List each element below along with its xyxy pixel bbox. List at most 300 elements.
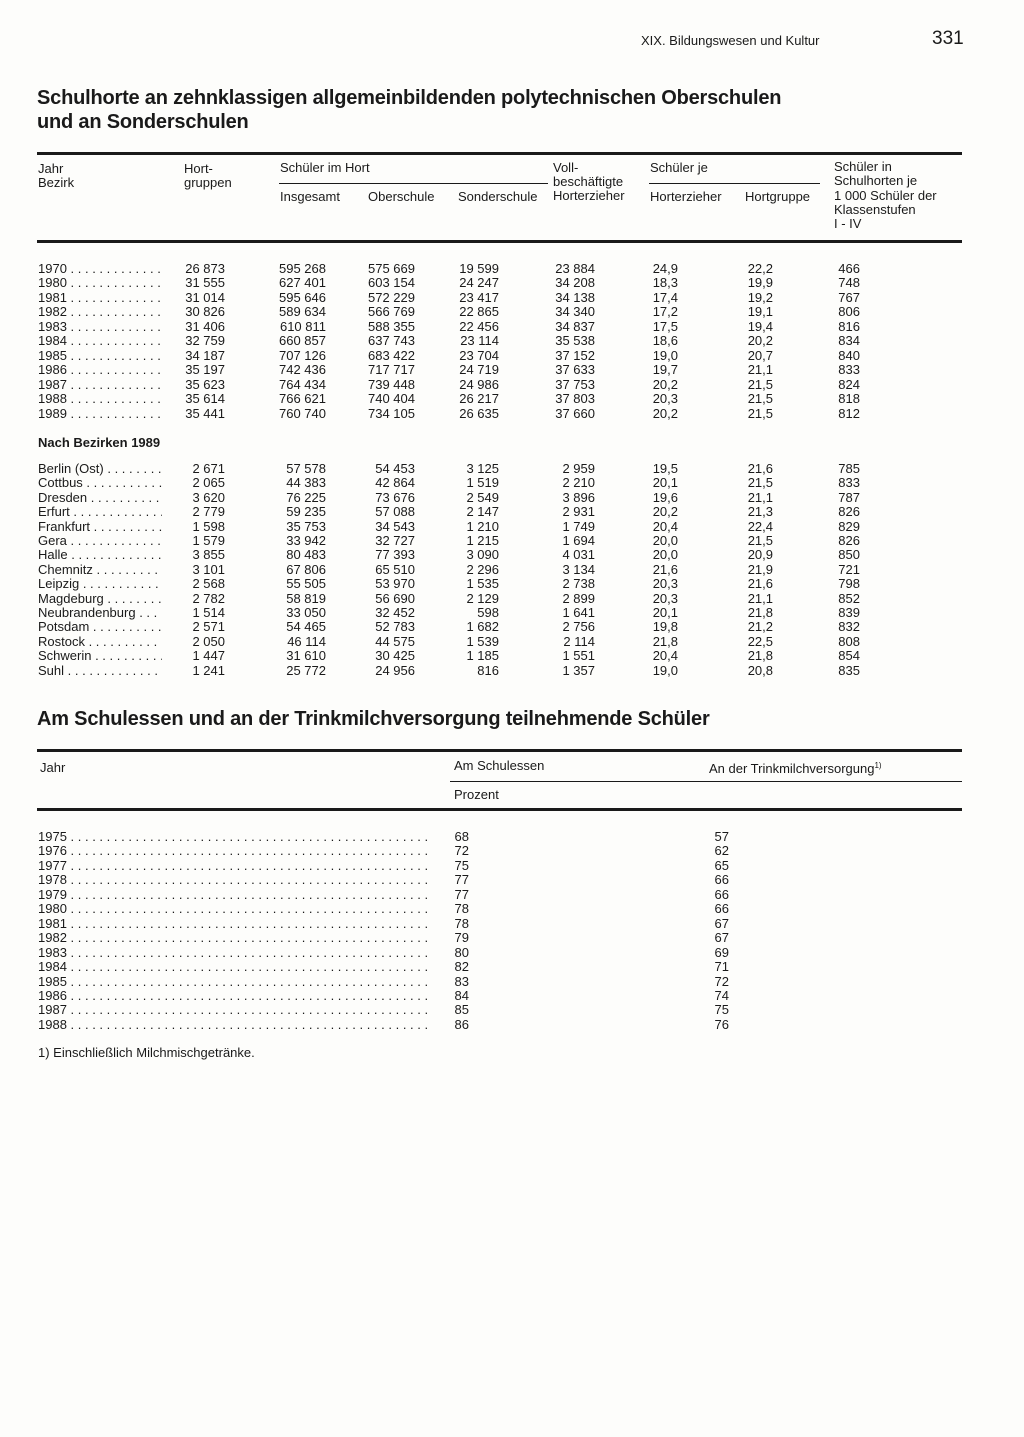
- row-label: 1980 . . .: [38, 902, 430, 916]
- row-label: 1981 . . .: [38, 917, 430, 931]
- row-label: Chemnitz . . .: [38, 563, 162, 577]
- table-cell: 24,9: [652, 261, 678, 276]
- table-row: [0, 975, 1024, 989]
- table-cell: 1 535: [466, 576, 499, 592]
- table-cell: 2 571: [192, 619, 225, 635]
- table-row: [0, 392, 1024, 406]
- table-row: [0, 378, 1024, 392]
- table-cell: 77: [454, 886, 469, 902]
- row-label: 1982 . . .: [38, 931, 430, 945]
- table-cell: 2 568: [192, 576, 225, 592]
- section-header: XIX. Bildungswesen und Kultur: [641, 33, 820, 48]
- table-cell: 767: [838, 289, 860, 305]
- table-cell: 24 247: [459, 275, 499, 291]
- table-cell: 2 065: [192, 475, 225, 491]
- table-cell: 826: [838, 504, 860, 520]
- table-cell: 20,2: [652, 405, 678, 421]
- table-cell: 34 208: [555, 275, 595, 291]
- table-cell: 787: [838, 489, 860, 505]
- table-cell: 812: [838, 405, 860, 421]
- table-cell: 21,1: [747, 489, 773, 505]
- col-voll2: beschäftigte: [553, 174, 624, 189]
- table-cell: 832: [838, 619, 860, 635]
- table-cell: 575 669: [368, 261, 415, 276]
- row-label: 1977 . . .: [38, 859, 430, 873]
- table-cell: 20,0: [652, 547, 678, 563]
- col-hort2: gruppen: [184, 175, 232, 190]
- table-row: [0, 606, 1024, 620]
- row-label: Schwerin . . .: [38, 649, 162, 663]
- table-cell: 21,5: [747, 391, 773, 407]
- col-jahr: Jahr: [38, 161, 64, 176]
- table-row: [0, 491, 1024, 505]
- table1-title-line1: Schulhorte an zehnklassigen allgemeinbildenden polytechnischen Oberschulen: [37, 87, 782, 109]
- table-cell: 35 538: [555, 333, 595, 349]
- table-cell: 37 633: [555, 362, 595, 378]
- table-cell: 23 417: [459, 289, 499, 305]
- table-cell: 610 811: [279, 318, 326, 334]
- table-cell: 34 837: [555, 318, 595, 334]
- table-cell: 78: [454, 901, 469, 917]
- t2-col-trinkmilch-label: An der Trinkmilchversorgung: [709, 761, 875, 776]
- table-cell: 23 884: [555, 261, 595, 276]
- table-cell: 637 743: [368, 333, 415, 349]
- table-cell: 82: [454, 959, 469, 975]
- table-cell: 19,9: [747, 275, 773, 291]
- col-hort1: Hort-: [184, 161, 213, 176]
- table-cell: 20,2: [652, 504, 678, 520]
- table-cell: 68: [454, 829, 469, 844]
- row-label: 1985 . . .: [38, 349, 162, 363]
- table-cell: 2 296: [466, 561, 499, 577]
- table-cell: 21,5: [747, 475, 773, 491]
- table-cell: 25 772: [286, 662, 326, 678]
- table1-header-bottom-rule: [37, 240, 962, 243]
- table-cell: 852: [838, 590, 860, 606]
- table-cell: 1 215: [466, 533, 499, 548]
- row-label: Halle . . .: [38, 548, 162, 562]
- table-cell: 808: [838, 633, 860, 649]
- t2-col-schulessen: Am Schulessen: [454, 758, 545, 773]
- table-row: [0, 664, 1024, 678]
- table-cell: 20,1: [652, 605, 678, 620]
- table-cell: 598: [477, 605, 499, 620]
- table-cell: 1 579: [192, 533, 225, 548]
- table-cell: 23 704: [459, 347, 499, 363]
- table-cell: 30 425: [375, 648, 415, 664]
- table-cell: 57 088: [375, 504, 415, 520]
- table-cell: 1 749: [562, 518, 595, 534]
- row-label: 1976 . . .: [38, 844, 430, 858]
- table-cell: 3 896: [562, 489, 595, 505]
- table-cell: 20,7: [747, 347, 773, 363]
- col-sj4: Klassenstufen: [834, 202, 916, 217]
- table-cell: 740 404: [368, 391, 415, 407]
- row-label: 1983 . . .: [38, 320, 162, 334]
- table-cell: 80 483: [286, 547, 326, 563]
- table-cell: 44 575: [375, 633, 415, 649]
- row-label: Potsdam . . .: [38, 620, 162, 634]
- row-label: Leipzig . . .: [38, 577, 162, 591]
- table-cell: 20,3: [652, 576, 678, 592]
- table-cell: 21,2: [747, 619, 773, 635]
- table-cell: 17,4: [652, 289, 678, 305]
- table-row: [0, 902, 1024, 916]
- row-label: 1975 . . .: [38, 830, 430, 844]
- table-cell: 86: [454, 1016, 469, 1032]
- table-cell: 2 129: [466, 590, 499, 606]
- table-cell: 20,3: [652, 391, 678, 407]
- table-cell: 806: [838, 304, 860, 320]
- table-cell: 20,8: [747, 662, 773, 678]
- table-row: [0, 830, 1024, 844]
- table-cell: 31 610: [286, 648, 326, 664]
- table-cell: 55 505: [286, 576, 326, 592]
- row-label: 1989 . . .: [38, 407, 162, 421]
- schueler-im-hort-rule: [279, 183, 548, 184]
- table-cell: 833: [838, 475, 860, 491]
- footnote: 1) Einschließlich Milchmischgetränke.: [38, 1045, 255, 1060]
- col-oberschule: Oberschule: [368, 189, 435, 204]
- table-row: [0, 349, 1024, 363]
- table-cell: 2 114: [563, 633, 595, 649]
- row-label: Cottbus . . .: [38, 476, 162, 490]
- table-cell: 57 578: [286, 461, 326, 476]
- table-row: [0, 649, 1024, 663]
- table-cell: 67 806: [286, 561, 326, 577]
- row-label: Neubrandenburg . . .: [38, 606, 162, 620]
- table-cell: 21,6: [747, 576, 773, 592]
- table-cell: 46 114: [287, 633, 326, 649]
- t2-col-trinkmilch: [709, 759, 882, 777]
- table-cell: 839: [838, 605, 860, 620]
- row-label: 1987 . . .: [38, 378, 162, 392]
- table1-subheading: Nach Bezirken 1989: [38, 435, 161, 450]
- col-schueler-je: Schüler je: [650, 160, 708, 175]
- table-cell: 748: [838, 275, 860, 291]
- table-cell: 21,5: [747, 533, 773, 548]
- table-cell: 2 959: [562, 461, 595, 476]
- table-cell: 73 676: [375, 489, 415, 505]
- col-sj5: I - IV: [834, 216, 862, 231]
- table-row: [0, 577, 1024, 591]
- table-cell: 56 690: [375, 590, 415, 606]
- table-row: [0, 291, 1024, 305]
- table-cell: 22,2: [747, 261, 773, 276]
- table-cell: 3 090: [466, 547, 499, 563]
- table-cell: 83: [454, 973, 469, 989]
- table-cell: 17,2: [652, 304, 678, 320]
- t2-col-jahr: Jahr: [40, 760, 66, 775]
- table-cell: 1 519: [466, 475, 499, 491]
- table-cell: 78: [454, 915, 469, 931]
- table-cell: 76: [714, 1016, 729, 1032]
- table-row: [0, 917, 1024, 931]
- table-cell: 717 717: [368, 362, 415, 378]
- table-cell: 566 769: [368, 304, 415, 320]
- table-cell: 3 125: [466, 461, 499, 476]
- table-cell: 764 434: [279, 376, 326, 392]
- table-cell: 2 931: [562, 504, 595, 520]
- table-cell: 85: [454, 1002, 469, 1018]
- table-cell: 1 539: [466, 633, 499, 649]
- table-cell: 3 620: [192, 489, 225, 505]
- row-label: Berlin (Ost) . . .: [38, 462, 162, 476]
- table-cell: 595 268: [279, 261, 326, 276]
- table-cell: 24 719: [459, 362, 499, 378]
- table-cell: 37 152: [555, 347, 595, 363]
- row-label: 1988 . . .: [38, 392, 162, 406]
- table-row: [0, 1003, 1024, 1017]
- table-cell: 2 671: [192, 461, 225, 476]
- table-cell: 65 510: [375, 561, 415, 577]
- table-cell: 75: [714, 1002, 729, 1018]
- table-cell: 660 857: [279, 333, 326, 349]
- table-cell: 1 185: [466, 648, 499, 664]
- table-cell: 595 646: [279, 289, 326, 305]
- table-cell: 53 970: [375, 576, 415, 592]
- table-cell: 37 803: [555, 391, 595, 407]
- table-cell: 2 210: [562, 475, 595, 491]
- table-cell: 734 105: [368, 405, 415, 421]
- col-sj2: Schulhorten je: [834, 173, 918, 188]
- table-cell: 19,2: [747, 289, 773, 305]
- table-cell: 1 694: [562, 533, 595, 548]
- table-cell: 21,6: [747, 461, 773, 476]
- table-cell: 19,8: [652, 619, 678, 635]
- table-row: [0, 505, 1024, 519]
- table-row: [0, 620, 1024, 634]
- table-cell: 21,8: [747, 605, 773, 620]
- table-cell: 2 050: [192, 633, 225, 649]
- table-row: [0, 859, 1024, 873]
- table-cell: 59 235: [286, 504, 326, 520]
- table-cell: 20,0: [652, 533, 678, 548]
- table-cell: 826: [838, 533, 860, 548]
- table-cell: 21,6: [652, 561, 678, 577]
- row-label: 1988 . . .: [38, 1018, 430, 1032]
- table-cell: 52 783: [375, 619, 415, 635]
- col-bezirk: Bezirk: [38, 175, 75, 190]
- table-cell: 833: [838, 362, 860, 378]
- table-cell: 75: [454, 857, 469, 873]
- table-cell: 34 543: [375, 518, 415, 534]
- table-cell: 84: [454, 987, 469, 1003]
- table-cell: 37 660: [555, 405, 595, 421]
- table-cell: 18,3: [652, 275, 678, 291]
- table-row: [0, 276, 1024, 290]
- row-label: 1981 . . .: [38, 291, 162, 305]
- col-voll3: Horterzieher: [553, 188, 625, 203]
- table-cell: 66: [714, 901, 729, 917]
- table-cell: 707 126: [279, 347, 326, 363]
- col-hortgruppe: Hortgruppe: [745, 189, 811, 204]
- table-cell: 34 340: [555, 304, 595, 320]
- table-cell: 44 383: [286, 475, 326, 491]
- table-cell: 20,4: [652, 648, 678, 664]
- row-label: 1986 . . .: [38, 989, 430, 1003]
- table2-mid-rule: [450, 781, 962, 782]
- table-cell: 824: [838, 376, 860, 392]
- row-label: 1970 . . .: [38, 262, 162, 276]
- col-horterzieher: Horterzieher: [650, 189, 722, 204]
- table-cell: 1 241: [192, 662, 225, 678]
- row-label: 1980 . . .: [38, 276, 162, 290]
- table-cell: 2 756: [562, 619, 595, 635]
- row-label: 1987 . . .: [38, 1003, 430, 1017]
- table-cell: 19,0: [652, 347, 678, 363]
- table-cell: 2 549: [466, 489, 499, 505]
- table-cell: 54 453: [375, 461, 415, 476]
- table-cell: 21,5: [747, 376, 773, 392]
- table-row: [0, 960, 1024, 974]
- table-cell: 77 393: [375, 547, 415, 563]
- table-cell: 22 456: [459, 318, 499, 334]
- table-cell: 35 197: [185, 362, 225, 378]
- row-label: 1986 . . .: [38, 363, 162, 377]
- table-cell: 589 634: [279, 304, 326, 320]
- col-voll1: Voll-: [553, 160, 579, 175]
- table-cell: 1 447: [192, 648, 225, 664]
- table-cell: 58 819: [286, 590, 326, 606]
- table-row: [0, 476, 1024, 490]
- table-cell: 35 441: [185, 405, 225, 421]
- table-cell: 65: [714, 857, 729, 873]
- row-label: Erfurt . . .: [38, 505, 162, 519]
- table-cell: 835: [838, 662, 860, 678]
- table-cell: 19,5: [652, 461, 678, 476]
- table-cell: 19 599: [459, 261, 499, 276]
- table-cell: 76 225: [286, 489, 326, 505]
- table-row: [0, 931, 1024, 945]
- table-cell: 1 598: [192, 518, 225, 534]
- col-insgesamt: Insgesamt: [280, 189, 340, 204]
- table-cell: 79: [454, 930, 469, 946]
- table-cell: 34 187: [185, 347, 225, 363]
- table-cell: 19,6: [652, 489, 678, 505]
- table-cell: 24 986: [459, 376, 499, 392]
- table-cell: 42 864: [375, 475, 415, 491]
- row-label: 1983 . . .: [38, 946, 430, 960]
- table-cell: 739 448: [368, 376, 415, 392]
- table-cell: 2 899: [562, 590, 595, 606]
- table-row: [0, 334, 1024, 348]
- table-row: [0, 989, 1024, 1003]
- row-label: Magdeburg . . .: [38, 592, 162, 606]
- table-cell: 20,1: [652, 475, 678, 491]
- table-cell: 766 621: [279, 391, 326, 407]
- table-cell: 22,5: [747, 633, 773, 649]
- table-cell: 17,5: [652, 318, 678, 334]
- table-cell: 69: [714, 944, 729, 960]
- table-cell: 31 406: [185, 318, 225, 334]
- table-cell: 760 740: [279, 405, 326, 421]
- row-label: Rostock . . .: [38, 635, 162, 649]
- table-row: [0, 888, 1024, 902]
- table-cell: 35 614: [185, 391, 225, 407]
- table-row: [0, 844, 1024, 858]
- col-sj1: Schüler in: [834, 159, 892, 174]
- row-label: Suhl . . .: [38, 664, 162, 678]
- col-schueler-im-hort: Schüler im Hort: [280, 160, 370, 175]
- row-label: Dresden . . .: [38, 491, 162, 505]
- table-cell: 2 738: [562, 576, 595, 592]
- table-cell: 20,2: [747, 333, 773, 349]
- table-cell: 1 357: [562, 662, 595, 678]
- table-cell: 31 555: [185, 275, 225, 291]
- table-cell: 26 217: [459, 391, 499, 407]
- table-cell: 35 753: [286, 518, 326, 534]
- row-label: 1984 . . .: [38, 334, 162, 348]
- table-cell: 1 641: [562, 605, 595, 620]
- table-cell: 20,3: [652, 590, 678, 606]
- table-cell: 19,7: [652, 362, 678, 378]
- table-cell: 3 855: [192, 547, 225, 563]
- t2-unit: Prozent: [454, 787, 499, 802]
- table-cell: 30 826: [185, 304, 225, 320]
- table-cell: 1 682: [466, 619, 499, 635]
- table-cell: 3 134: [562, 561, 595, 577]
- table-cell: 23 114: [460, 333, 499, 349]
- table-cell: 72: [714, 973, 729, 989]
- table-cell: 742 436: [279, 362, 326, 378]
- table-cell: 2 779: [192, 504, 225, 520]
- table-row: [0, 635, 1024, 649]
- row-label: 1978 . . .: [38, 873, 430, 887]
- table-cell: 67: [714, 915, 729, 931]
- row-label: Gera . . .: [38, 534, 162, 548]
- table-cell: 72: [454, 843, 469, 859]
- table-row: [0, 462, 1024, 476]
- table-cell: 33 050: [286, 605, 326, 620]
- table-cell: 18,6: [652, 333, 678, 349]
- table-cell: 33 942: [286, 533, 326, 548]
- table-cell: 32 759: [185, 333, 225, 349]
- table-cell: 829: [838, 518, 860, 534]
- table-cell: 3 101: [192, 561, 225, 577]
- table-cell: 818: [838, 391, 860, 407]
- table-cell: 21,3: [747, 504, 773, 520]
- table-row: [0, 320, 1024, 334]
- table-cell: 21,1: [747, 590, 773, 606]
- table-cell: 816: [477, 662, 499, 678]
- row-label: 1985 . . .: [38, 975, 430, 989]
- table-cell: 850: [838, 547, 860, 563]
- table-cell: 21,8: [652, 633, 678, 649]
- table-row: [0, 520, 1024, 534]
- table-cell: 37 753: [555, 376, 595, 392]
- table-cell: 798: [838, 576, 860, 592]
- table-cell: 572 229: [368, 289, 415, 305]
- col-sonderschule: Sonderschule: [458, 189, 538, 204]
- table2-title: Am Schulessen und an der Trinkmilchversorgung teilnehmende Schüler: [37, 708, 710, 730]
- table-row: [0, 305, 1024, 319]
- table-cell: 4 031: [562, 547, 595, 563]
- table-cell: 721: [838, 561, 860, 577]
- table-cell: 20,2: [652, 376, 678, 392]
- table-cell: 22 865: [459, 304, 499, 320]
- table-cell: 20,4: [652, 518, 678, 534]
- table-cell: 66: [714, 886, 729, 902]
- table-cell: 588 355: [368, 318, 415, 334]
- table-cell: 854: [838, 648, 860, 664]
- footnote-mark: 1): [874, 761, 882, 770]
- row-label: 1984 . . .: [38, 960, 430, 974]
- table-cell: 21,5: [747, 405, 773, 421]
- table-cell: 74: [714, 987, 729, 1003]
- table-cell: 26 873: [185, 261, 225, 276]
- page-number: 331: [932, 28, 964, 49]
